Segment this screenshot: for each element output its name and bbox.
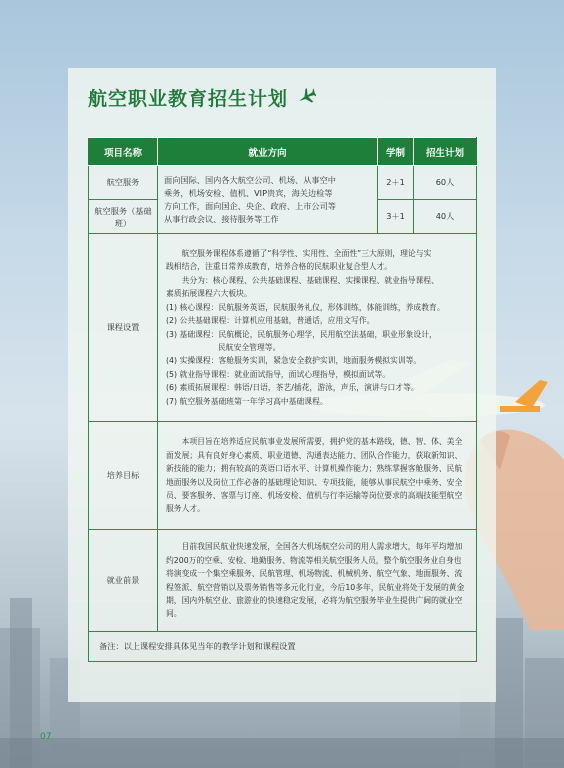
header-project-name: 项目名称: [89, 138, 158, 166]
section-label-employment-prospect: 就业前景: [89, 530, 158, 632]
employment-prospect-content: [158, 530, 477, 632]
curriculum-line: 践相结合，注重日常养成教育，培养合格的民航职业复合型人才。: [166, 262, 393, 272]
program-quota: 60人: [414, 166, 477, 200]
table-row: [89, 234, 477, 422]
table-row: [89, 632, 477, 662]
header-enrollment-quota: 招生计划: [414, 138, 477, 166]
program-duration: 3＋1: [378, 200, 414, 234]
curriculum-line: 素质拓展课程六大板块。: [166, 289, 252, 299]
program-quota: 40人: [414, 200, 477, 234]
curriculum-line: (4) 实操课程：客舱服务实训，紧急安全救护实训，地面服务模拟实训等。: [166, 356, 422, 366]
table-row: [89, 422, 477, 530]
curriculum-content: [158, 234, 477, 422]
program-name: 航空服务（基础班）: [89, 200, 158, 234]
curriculum-line: (2) 公共基础课程：计算机应用基础，普通话，应用文写作。: [166, 316, 375, 326]
enrollment-plan-table: [88, 137, 477, 662]
table-header-row: [89, 138, 477, 166]
direction-line: 乘务，机场安检、值机、VIP贵宾，海关边检等: [164, 187, 333, 198]
direction-line: 面向国际、国内各大航空公司、机场、从事空中: [164, 174, 336, 185]
program-duration: 2＋1: [378, 166, 414, 200]
direction-line: 从事行政会议、接待服务等工作: [164, 213, 279, 224]
curriculum-line: 航空服务课程体系遵循了“科学性、实用性、全面性”三大原则，理论与实: [181, 249, 432, 259]
section-label-curriculum: 课程设置: [89, 234, 158, 422]
note-text: 备注：以上课程安排具体见当年的教学计划和课程设置: [89, 632, 477, 662]
page-title: 航空职业教育招生计划: [88, 88, 289, 110]
training-goal-content: [158, 422, 477, 530]
airplane-icon: [296, 86, 316, 106]
table-row: [89, 166, 477, 200]
direction-line: 方向工作，面向国企、央企、政府、上市公司等: [164, 200, 336, 211]
curriculum-line: (7) 航空服务基础班第一年学习高中基础课程。: [166, 396, 328, 406]
curriculum-line: 民航安全管理等。: [218, 342, 281, 352]
section-label-training-goal: 培养目标: [89, 422, 158, 530]
curriculum-line: (6) 素质拓展课程：韩语/日语，茶艺/插花，游泳，声乐，演讲与口才等。: [166, 383, 419, 393]
curriculum-line: 共分为：核心课程、公共基础课程、基础课程、实操课程、就业指导课程、: [181, 275, 439, 285]
employment-direction-cell: [158, 166, 378, 234]
header-employment-direction: 就业方向: [158, 138, 378, 166]
curriculum-line: (5) 就业指导课程：就业面试指导，面试心理指导，模拟面试等。: [166, 369, 391, 379]
header-duration: 学制: [378, 138, 414, 166]
curriculum-line: (1) 核心课程：民航服务英语，民航服务礼仪，形体训练，体能训练，养成教育。: [166, 302, 445, 312]
table-row: [89, 530, 477, 632]
page-number: 07: [40, 732, 52, 742]
curriculum-line: (3) 基础课程：民航概论，民航服务心理学，民用航空法基础，职业形象设计，: [166, 329, 437, 339]
program-name: 航空服务: [89, 166, 158, 200]
employment-prospect-text: 目前我国民航业快速发展，全国各大机场航空公司的用人需求增大，每年平均增加约200万的空乘、安检、地勤服务、物流等相关航空服务人员，整个航空服务业自身也将演变成一个集空乘服务、民航管理、机场物流、机械机务、航空气象、地面服务、流程签派、航空营销以及票务销售等多元化行业，今后10多年，民航业将处于发展的黄金期，国内外航空业、旅游业的快速稳定发展，必将为航空服务毕业生提供广阔的就业空间。: [166, 542, 465, 619]
training-goal-text: 本项目旨在培养适应民航事业发展所需要，拥护党的基本路线，德、智、体、美全面发展；具有良好身心素质、职业道德、沟通表达能力、团队合作能力，获取新知识、新技能的能力；拥有较高的英语口语水平、计算机操作能力；熟练掌握客舱服务、民航地面服务以及岗位工作必备的基础理论知识、专项技能，能够从事民航空中乘务、安全员、要客服务、客票与订座、机场安检、值机与行李运输等岗位要求的高端技能型航空服务人才。: [166, 437, 463, 514]
